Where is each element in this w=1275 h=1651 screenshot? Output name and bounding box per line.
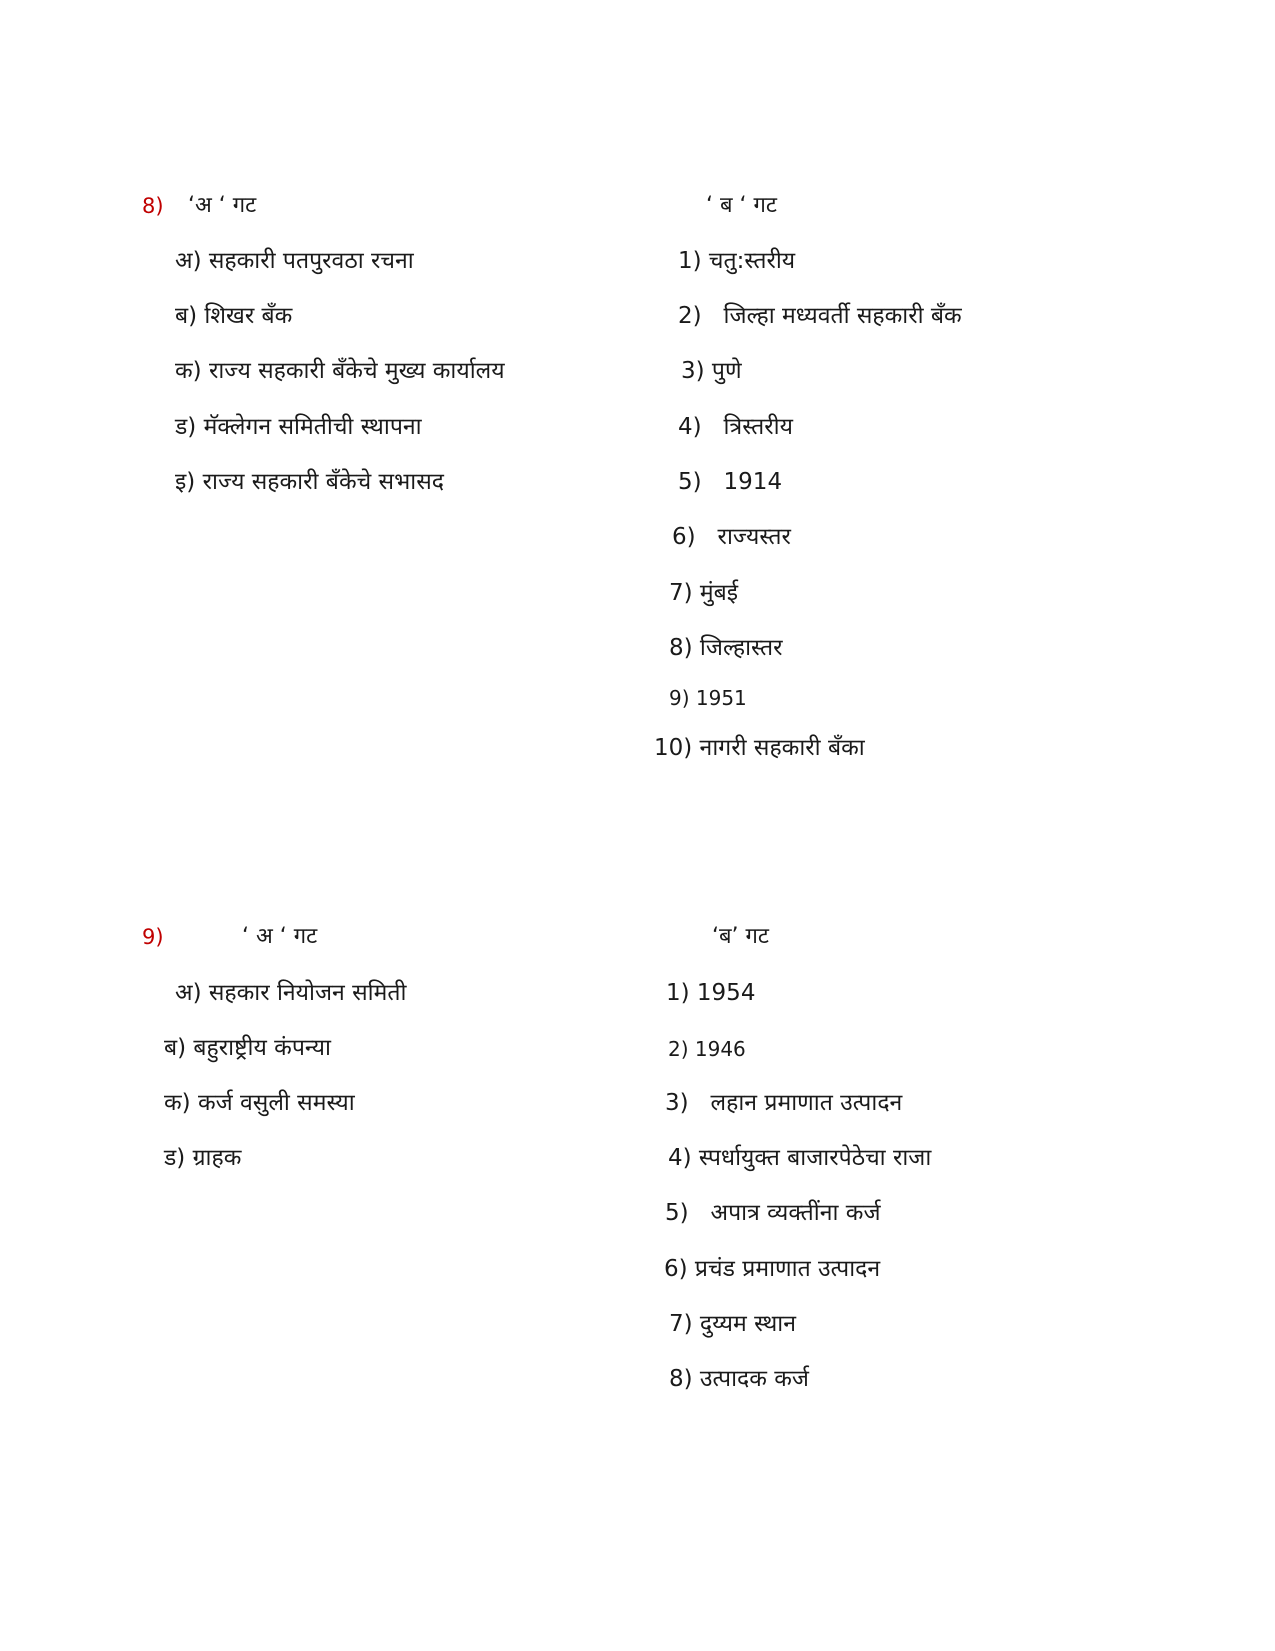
group-b-item: 1) चतु:स्तरीय [678,248,796,274]
group-a-item: अ) सहकारी पतपुरवठा रचना [175,248,414,274]
group-b-item: 1) 1954 [666,980,756,1006]
group-a-item: ब) बहुराष्ट्रीय कंपन्या [164,1035,331,1061]
group-b-item: 7) दुय्यम स्थान [669,1311,796,1337]
group-a-item: अ) सहकार नियोजन समिती [175,980,407,1006]
group-b-item: 4) स्पर्धायुक्त बाजारपेठेचा राजा [668,1145,932,1171]
group-a-item: ड) मॅक्लेगन समितीची स्थापना [175,414,422,440]
group-a-item: क) कर्ज वसुली समस्या [164,1090,355,1116]
group-b-item: 7) मुंबई [669,580,739,606]
group-b-item: 5) 1914 [678,469,783,495]
group-b-item: 4) त्रिस्तरीय [678,414,793,440]
group-b-item: 10) नागरी सहकारी बँका [654,735,865,761]
group-b-item: 3) लहान प्रमाणात उत्पादन [665,1090,903,1116]
group-b-item: 2) 1946 [668,1037,746,1061]
group-b-header: ‘ ब ‘ गट [706,193,778,218]
group-b-item: 8) उत्पादक कर्ज [669,1366,809,1392]
group-b-item: 8) जिल्हास्तर [669,635,783,661]
group-a-header: ‘अ ‘ गट [188,193,257,218]
group-b-item: 5) अपात्र व्यक्तींना कर्ज [665,1200,881,1226]
group-b-item: 2) जिल्हा मध्यवर्ती सहकारी बँक [678,303,962,329]
group-a-item: ब) शिखर बँक [175,303,293,329]
question-number: 9) [142,925,164,949]
group-a-item: ड) ग्राहक [164,1145,242,1171]
group-b-item: 3) पुणे [681,358,742,384]
group-b-item: 9) 1951 [669,686,747,710]
group-a-item: क) राज्य सहकारी बँकेचे मुख्य कार्यालय [175,358,505,384]
group-b-item: 6) राज्यस्तर [672,524,791,550]
question-number: 8) [142,194,164,218]
group-b-item: 6) प्रचंड प्रमाणात उत्पादन [664,1256,881,1282]
group-b-header: ‘ब’ गट [712,924,770,949]
group-a-item: इ) राज्य सहकारी बँकेचे सभासद [175,469,444,495]
group-a-header: ‘ अ ‘ गट [242,924,318,949]
